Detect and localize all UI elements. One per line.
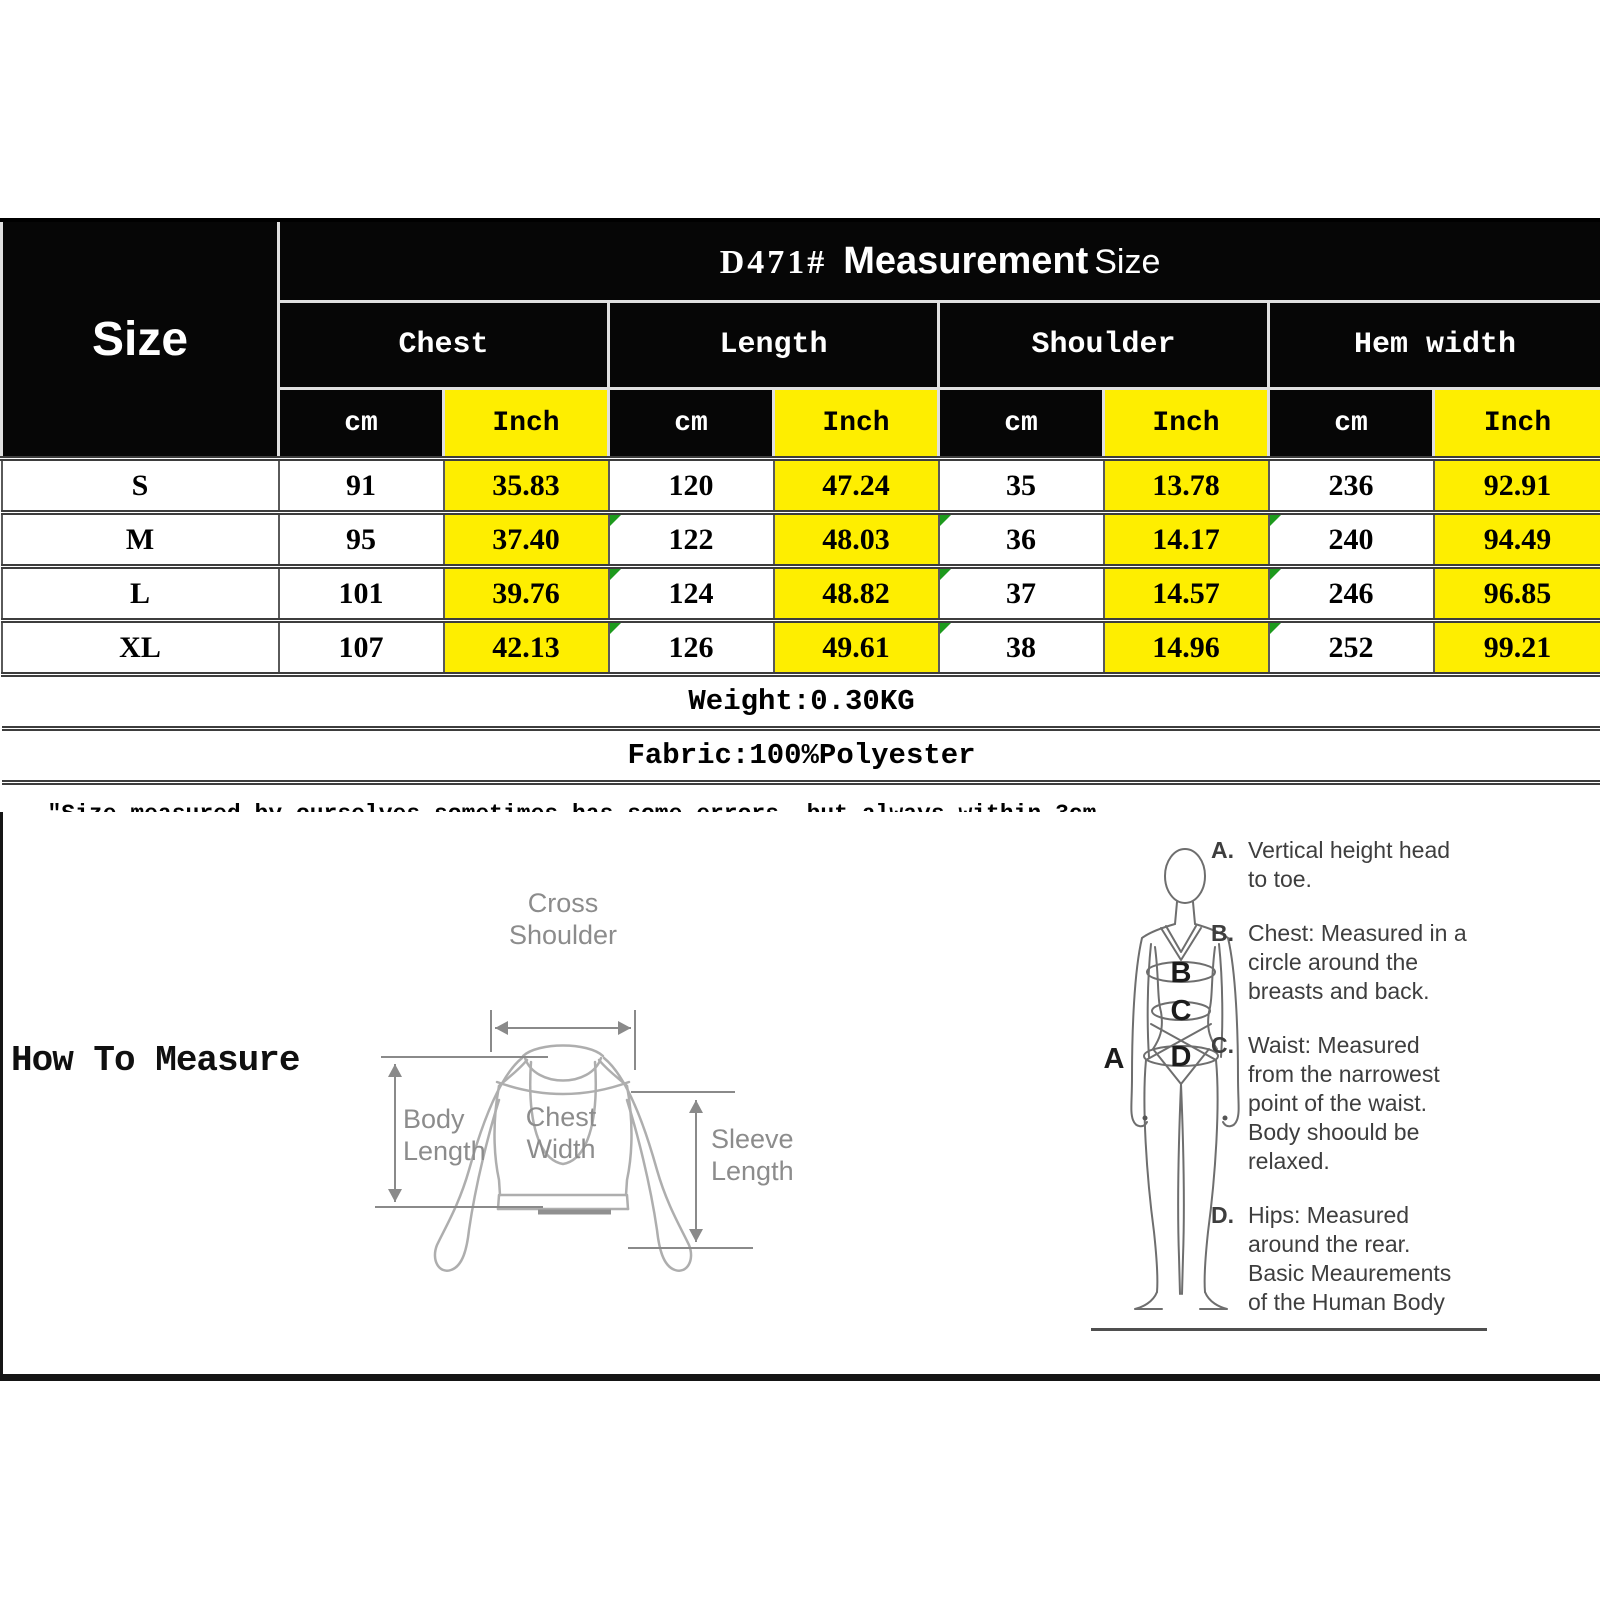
annotation-line: point of the waist.	[1248, 1090, 1427, 1116]
annotation-line: of the Human Body	[1248, 1289, 1445, 1315]
annotation-b	[1211, 919, 1487, 1006]
table-cell: 122	[609, 513, 774, 567]
table-cell: 14.17	[1104, 513, 1269, 567]
table-cell: 91	[279, 459, 444, 513]
table-cell: 240	[1269, 513, 1434, 567]
chest-width-label-line2: Width	[526, 1134, 596, 1164]
table-cell: 101	[279, 567, 444, 621]
measurement-annotations	[1211, 836, 1487, 1342]
unit-inch-header: Inch	[1104, 389, 1269, 459]
annotation-label: A.	[1211, 837, 1234, 863]
table-cell: 13.78	[1104, 459, 1269, 513]
unit-inch-header: Inch	[444, 389, 609, 459]
annotation-line: to toe.	[1248, 866, 1312, 892]
size-value-cell: L	[2, 567, 279, 621]
table-cell: 14.57	[1104, 567, 1269, 621]
table-row-xl	[2, 621, 1600, 675]
annotation-line: circle around the	[1248, 949, 1419, 975]
table-cell: 252	[1269, 621, 1434, 675]
unit-inch-header: Inch	[1434, 389, 1600, 459]
annotation-d	[1211, 1201, 1487, 1317]
weight-row	[2, 675, 1600, 729]
annotation-line: relaxed.	[1248, 1148, 1330, 1174]
size-value-cell: M	[2, 513, 279, 567]
cross-shoulder-label-line2: Shoulder	[508, 920, 618, 950]
table-cell: 124	[609, 567, 774, 621]
unit-cm-header: cm	[1269, 389, 1434, 459]
table-cell: 48.82	[774, 567, 939, 621]
annotation-line: Chest: Measured in a	[1248, 920, 1467, 946]
fabric-value: Fabric:100%Polyester	[2, 729, 1600, 783]
table-row-l	[2, 567, 1600, 621]
table-cell: 96.85	[1434, 567, 1600, 621]
annotation-label: B.	[1211, 920, 1234, 946]
marker-d: D	[1170, 1041, 1192, 1073]
figure-ground-line	[1091, 1328, 1487, 1331]
garment-measurement-diagram	[333, 860, 833, 1290]
table-cell: 39.76	[444, 567, 609, 621]
table-title-cell	[279, 220, 1600, 302]
table-cell: 37	[939, 567, 1104, 621]
table-cell: 236	[1269, 459, 1434, 513]
sleeve-length-label-line1: Sleeve	[711, 1124, 794, 1154]
table-cell: 35	[939, 459, 1104, 513]
annotation-line: Hips: Measured	[1248, 1202, 1410, 1228]
annotation-line: Waist: Measured	[1248, 1032, 1420, 1058]
table-row-m	[2, 513, 1600, 567]
unit-inch-header: Inch	[774, 389, 939, 459]
body-length-label-line1: Body	[403, 1104, 465, 1134]
weight-value: Weight:0.30KG	[2, 675, 1600, 729]
table-cell: 42.13	[444, 621, 609, 675]
cross-shoulder-label-line1: Cross	[527, 888, 599, 918]
title-main: Measurement	[843, 239, 1089, 282]
annotation-line: Body shoould be	[1248, 1119, 1420, 1145]
table-cell: 49.61	[774, 621, 939, 675]
how-to-measure-heading: How To Measure	[11, 1040, 300, 1081]
table-row-s	[2, 459, 1600, 513]
col-header-length: Length	[609, 302, 939, 389]
annotation-c	[1211, 1031, 1487, 1176]
table-cell: 120	[609, 459, 774, 513]
table-cell: 47.24	[774, 459, 939, 513]
table-cell: 35.83	[444, 459, 609, 513]
measurement-table	[0, 218, 1600, 848]
size-label: Size	[91, 312, 189, 366]
annotation-line: from the narrowest	[1248, 1061, 1440, 1087]
marker-a: A	[1103, 1043, 1125, 1075]
product-code: D471#	[719, 243, 828, 281]
annotation-line: around the rear.	[1248, 1231, 1411, 1257]
annotation-line: Basic Meaurements	[1248, 1260, 1452, 1286]
unit-cm-header: cm	[939, 389, 1104, 459]
unit-cm-header: cm	[279, 389, 444, 459]
fabric-row	[2, 729, 1600, 783]
marker-b: B	[1170, 957, 1192, 989]
size-value-cell: S	[2, 459, 279, 513]
table-cell: 36	[939, 513, 1104, 567]
table-cell: 94.49	[1434, 513, 1600, 567]
table-cell: 38	[939, 621, 1104, 675]
annotation-a	[1211, 836, 1487, 894]
col-header-hem-width: Hem width	[1269, 302, 1600, 389]
size-column-header	[2, 220, 279, 459]
table-cell: 95	[279, 513, 444, 567]
table-cell: 37.40	[444, 513, 609, 567]
body-length-label-line2: Length	[403, 1136, 486, 1166]
col-header-chest: Chest	[279, 302, 609, 389]
annotation-label: C.	[1211, 1032, 1234, 1058]
unit-cm-header: cm	[609, 389, 774, 459]
chest-width-label-line1: Chest	[525, 1102, 597, 1132]
table-title-row	[2, 220, 1600, 302]
table-cell: 92.91	[1434, 459, 1600, 513]
annotation-line: Vertical height head	[1248, 837, 1451, 863]
table-cell: 246	[1269, 567, 1434, 621]
annotation-line: breasts and back.	[1248, 978, 1430, 1004]
col-header-shoulder: Shoulder	[939, 302, 1269, 389]
sleeve-length-label-line2: Length	[711, 1156, 794, 1186]
table-cell: 14.96	[1104, 621, 1269, 675]
marker-c: C	[1170, 995, 1192, 1027]
title-suffix: Size	[1094, 242, 1161, 281]
table-cell: 107	[279, 621, 444, 675]
table-cell: 48.03	[774, 513, 939, 567]
size-value-cell: XL	[2, 621, 279, 675]
annotation-label: D.	[1211, 1202, 1234, 1228]
table-cell: 126	[609, 621, 774, 675]
table-cell: 99.21	[1434, 621, 1600, 675]
how-to-measure-section	[0, 812, 1600, 1381]
